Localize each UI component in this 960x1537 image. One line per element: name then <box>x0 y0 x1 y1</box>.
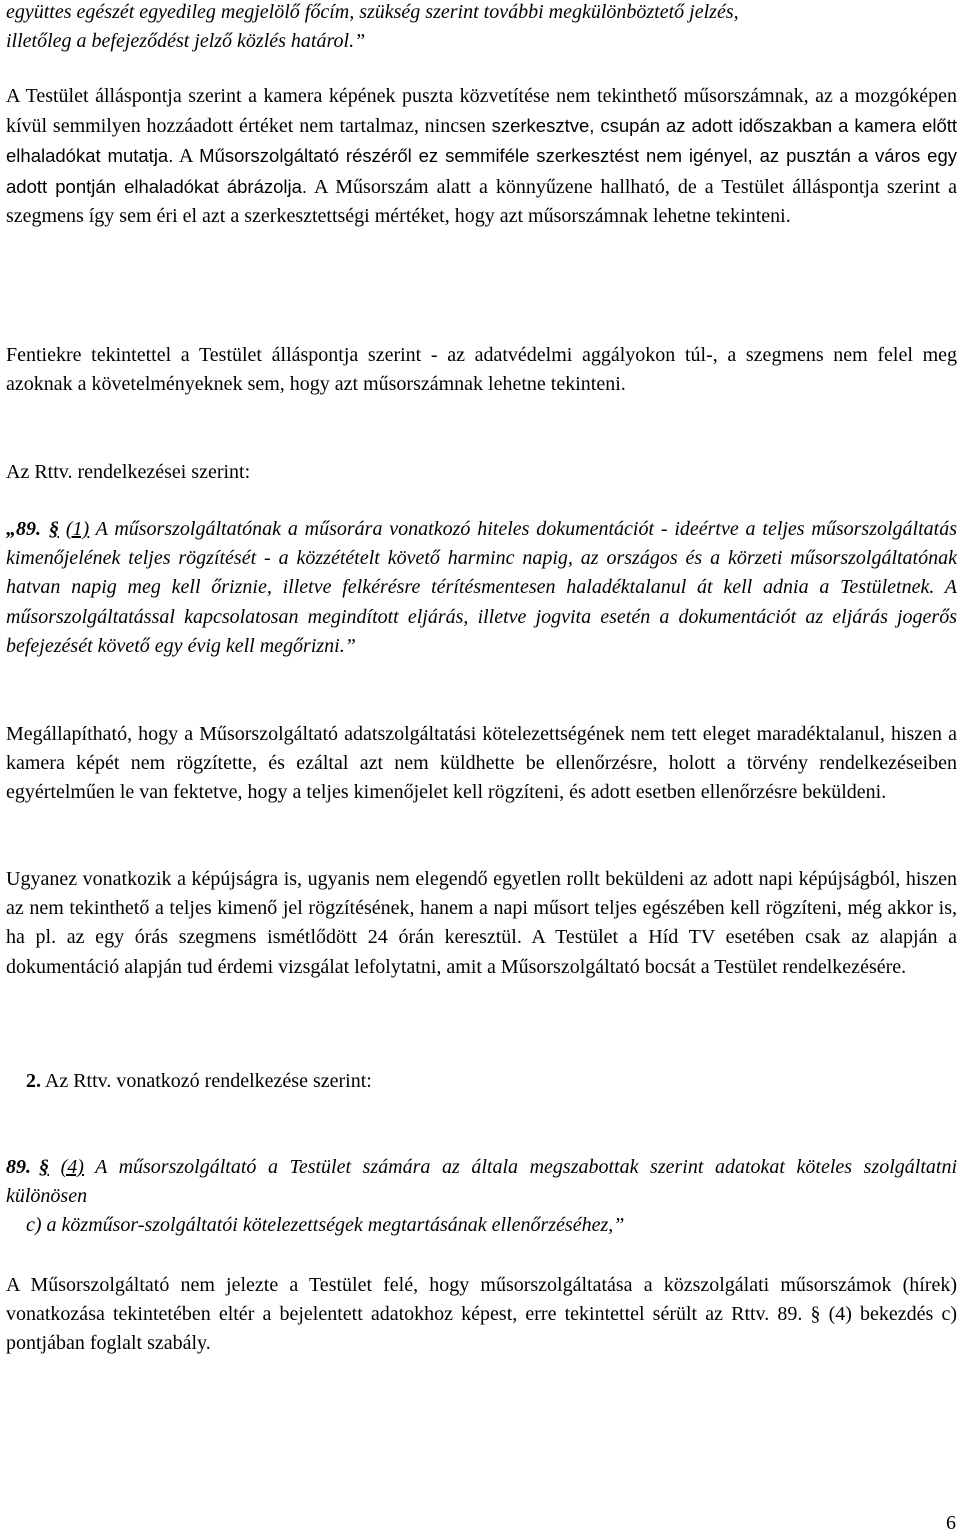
quote-89-4-text: A műsorszolgáltató a Testület számára az általa megszabottak szerint adatokat köteles szolgáltatni különösen <box>6 1156 958 1208</box>
quote-89-1-section-sign: § <box>49 518 59 540</box>
intro-tail-line-1: együttes egészét egyedileg megjelölő főcím, szükség szerint további megkülönböztető jelzés, <box>6 1 739 23</box>
quote-89-1-paragraph <box>6 515 957 661</box>
statement-part-1: A Testület álláspontja szerint a kamera képének puszta közvetítése nem tekinthető műsorszámnak, az a mozgóképen kívül semmilyen hozzáadott értéket nem tartalmaz, nincsen <box>6 85 957 138</box>
statement-part-3: A Műsorszám alatt a könnyűzene hallható, de a Testület álláspontja szerint a szegmens így sem éri el azt a szerkesztettségi mértéket, hogy azt műsorszámnak lehetne tekinteni. <box>6 175 957 227</box>
finding-2-paragraph: Ugyanez vonatkozik a képújságra is, ugyanis nem elegendő egyetlen rollt beküldeni az adott napi képújságból, hiszen az nem tekinthető a teljes kimenő jel rögzítésének, hanem a napi műsort teljes egészében kell rögzíteni, még akkor is, ha pl. az egy órás szegmens ismétlődött 24 órán keresztül. A Testület a Híd TV esetében csak az alapján a dokumentáció alapján tud érdemi vizsgálat lefolytatni, amit a Műsorszolgáltató bocsát a Testület rendelkezésére. <box>6 868 957 978</box>
quote-89-1-text: A műsorszolgáltatónak a műsorára vonatkozó hiteles dokumentációt - ideértve a teljes műsorszolgáltatás kimenőjelének teljes rögzítését - a közzétételt követő harminc napig, az országos és a körzeti műsorszolgáltatónak hatvan napig meg kell őriznie, illetve felkérésre térítésmentesen haladéktalanul át kell adnia a Testületnek. A műsorszolgáltatással kapcsolatosan megindított eljárás, illetve jogvita esetén a dokumentációt az eljárás jogerős befejezését követő egy évig kell megőrizni.” <box>6 518 958 657</box>
quote-89-4-prefix: 89. <box>6 1156 31 1178</box>
quote-89-4-paragraph-number: (4) <box>60 1156 84 1178</box>
section-2-number: 2. <box>26 1070 41 1092</box>
intro-tail-line-2: illetőleg a befejeződést jelző közlés határol.” <box>6 30 366 53</box>
quote-89-4-paragraph <box>6 1153 957 1241</box>
intro-tail-paragraph <box>6 0 739 56</box>
quote-89-4-item-c: c) a közműsor-szolgáltatói kötelezettségek megtartásának ellenőrzéséhez,” <box>26 1214 625 1237</box>
statement-part-2: A <box>173 145 193 168</box>
quote-89-1-paragraph-number: (1) <box>65 518 90 540</box>
finding-3-paragraph: A Műsorszolgáltató nem jelezte a Testület felé, hogy műsorszolgáltatása a közszolgálati műsorszámok (hírek) vonatkozása tekintetében eltér a bejelentett adatokhoz képest, erre tekintettel sérült az Rttv. 89. § (4) bekezdés c) pontjában foglalt szabály. <box>6 1274 957 1355</box>
statement-part-2-sans: Műsorszolgáltató részéről ez semmiféle szerkesztést nem igényel, az pusztán a város egy adott pontján elhaladókat ábrázolja. <box>6 145 957 197</box>
quote-89-4-section-sign: § <box>39 1156 49 1178</box>
section-2-heading <box>26 1067 372 1096</box>
page-number: 6 <box>946 1512 956 1534</box>
finding-1-paragraph: Megállapítható, hogy a Műsorszolgáltató adatszolgáltatási kötelezettségének nem tett eleget maradéktalanul, hiszen a kamera képét nem rögzítette, és ezáltal azt nem küldhette be ellenőrzésre, holott a törvény rendelkezéseiben egyértelműen le van fektetve, hogy a teljes kimenőjelet kell rögzíteni, és adott esetben ellenőrzésre beküldeni. <box>6 723 957 804</box>
rttv-provisions-label: Az Rttv. rendelkezései szerint: <box>6 461 251 483</box>
statement-part-1-sans: szerkesztve, csupán az adott időszakban a kamera előtt elhaladókat mutatja. <box>6 115 958 167</box>
conclusion-paragraph: Fentiekre tekintettel a Testület álláspontja szerint - az adatvédelmi aggályokon túl-, a szegmens nem felel meg azoknak a követelményeknek sem, hogy azt műsorszámnak lehetne tekinteni. <box>6 344 957 396</box>
statement-paragraph <box>6 82 957 231</box>
quote-89-1-prefix: „89. <box>6 518 41 540</box>
section-2-text: Az Rttv. vonatkozó rendelkezése szerint: <box>41 1070 372 1092</box>
